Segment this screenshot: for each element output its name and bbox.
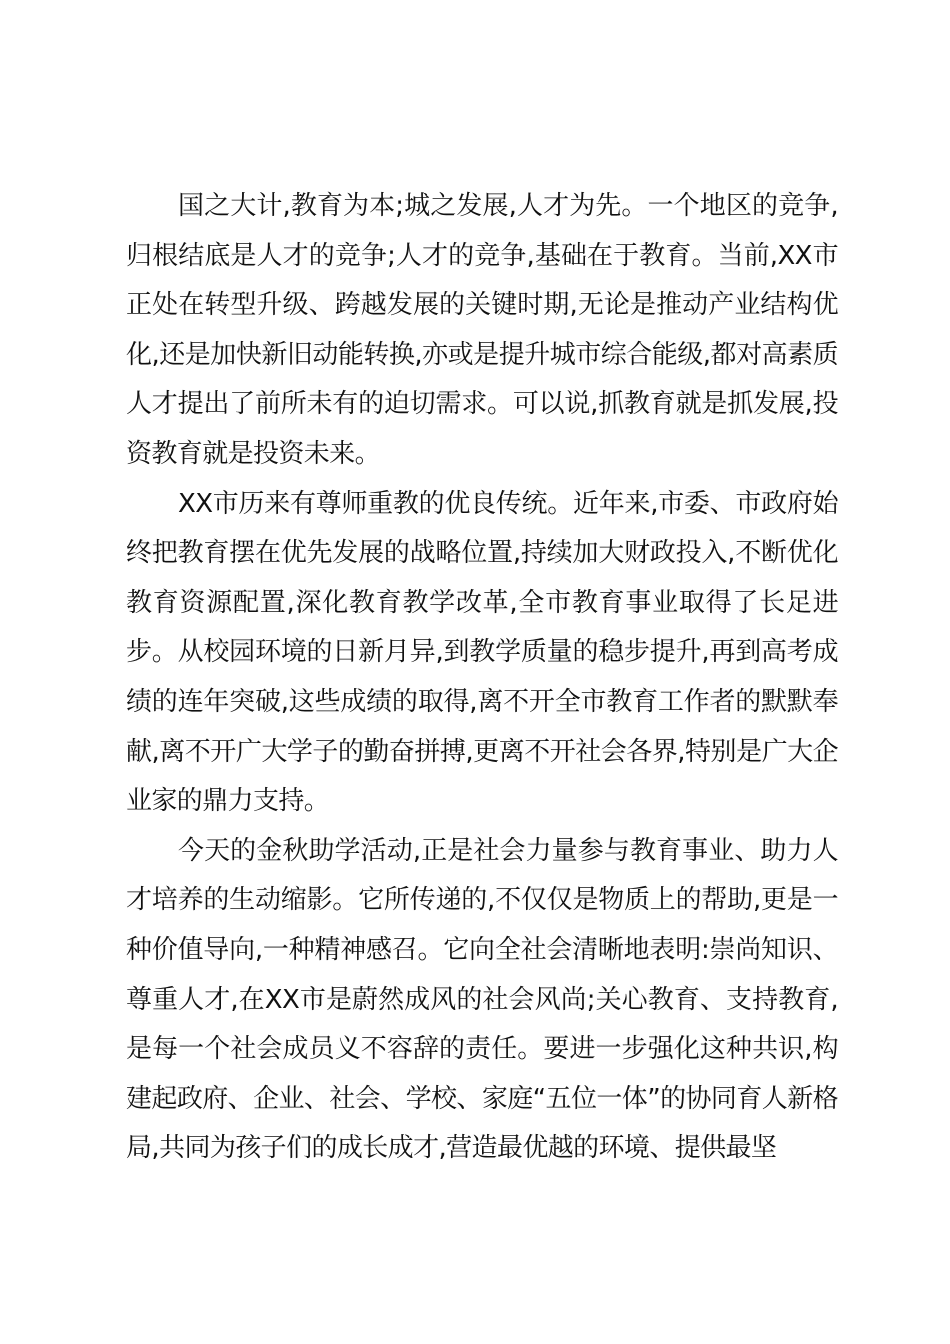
document-body: [126, 182, 838, 1174]
paragraph-education-foundation: 国之大计,教育为本;城之发展,人才为先。一个地区的竞争,归根结底是人才的竞争;人才的竞争,基础在于教育。当前,XX市正处在转型升级、跨越发展的关键时期,无论是推动产业结构优化,还是加快新旧动能转换,亦或是提升城市综合能级,都对高素质人才提出了前所未有的迫切需求。可以说,抓教育就是抓发展,投资教育就是投资未来。: [126, 191, 838, 469]
paragraph-city-tradition: XX市历来有尊师重教的优良传统。近年来,市委、市政府始终把教育摆在优先发展的战略位置,持续加大财政投入,不断优化教育资源配置,深化教育教学改革,全市教育事业取得了长足进步。从校园环境的日新月异,到教学质量的稳步提升,再到高考成绩的连年突破,这些成绩的取得,离不开全市教育工作者的默默奉献,离不开广大学子的勤奋拼搏,更离不开社会各界,特别是广大企业家的鼎力支持。: [126, 488, 838, 817]
paragraph-autumn-aid-activity: 今天的金秋助学活动,正是社会力量参与教育事业、助力人才培养的生动缩影。它所传递的,不仅仅是物质上的帮助,更是一种价值导向,一种精神感召。它向全社会清晰地表明:崇尚知识、尊重人才,在XX市是蔚然成风的社会风尚;关心教育、支持教育,是每一个社会成员义不容辞的责任。要进一步强化这种共识,构建起政府、企业、社会、学校、家庭“五位一体”的协同育人新格局,共同为孩子们的成长成才,营造最优越的环境、提供最坚: [126, 835, 838, 1164]
